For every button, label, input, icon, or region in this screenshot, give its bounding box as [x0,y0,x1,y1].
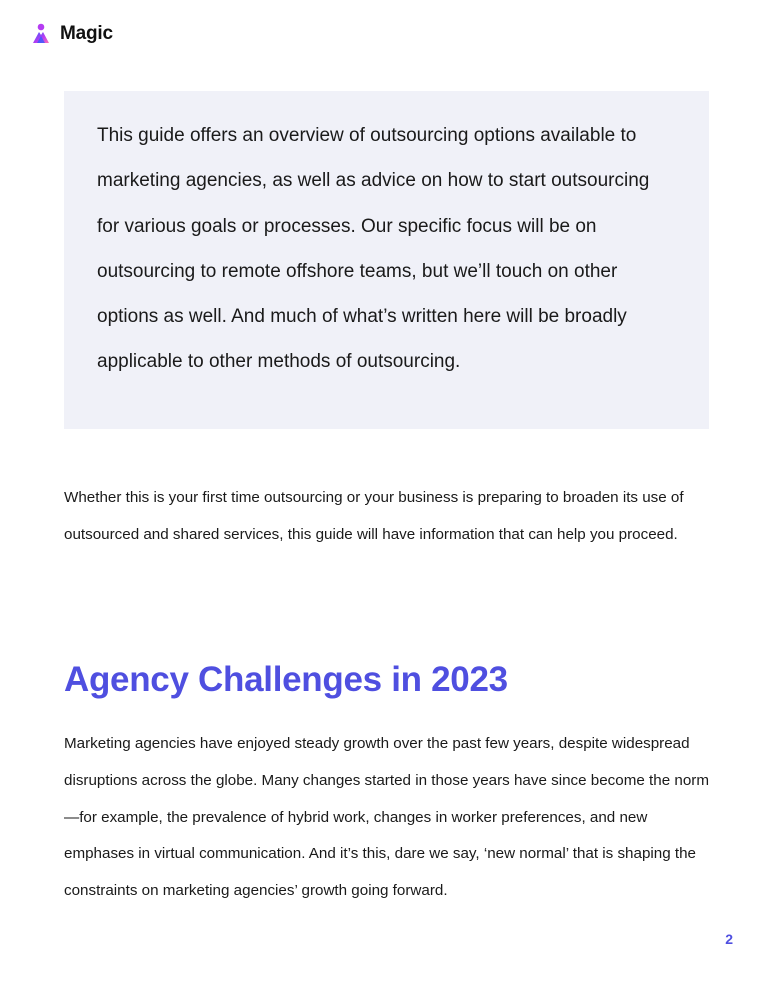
section-heading: Agency Challenges in 2023 [64,660,508,699]
brand-logo [30,22,113,46]
callout-text: This guide offers an overview of outsourcing options available to marketing agencies, as well as advice on how to start outsourcing for various goals or processes. Our specific focus will be on outsourcing to remote offshore teams, but we’ll touch on other options as well. And much of what’s written here will be broadly applicable to other methods of outsourcing. [97,125,650,373]
section-paragraph: Marketing agencies have enjoyed steady growth over the past few years, despite widespread disruptions across the globe. Many changes started in those years have since become the norm—for example, the prevalence of hybrid work, changes in worker preferences, and new emphases in virtual communication. And it’s this, dare we say, ‘new normal’ that is shaping the constraints on marketing agencies’ growth going forward. [64,735,709,900]
intro-paragraph: Whether this is your first time outsourcing or your business is preparing to broaden its use of outsourced and shared services, this guide will have information that can help you proceed. [64,489,684,544]
intro-callout-box [64,91,709,429]
brand-name: Magic [60,23,113,44]
page-number: 2 [725,931,733,947]
magic-logo-icon [30,22,52,46]
